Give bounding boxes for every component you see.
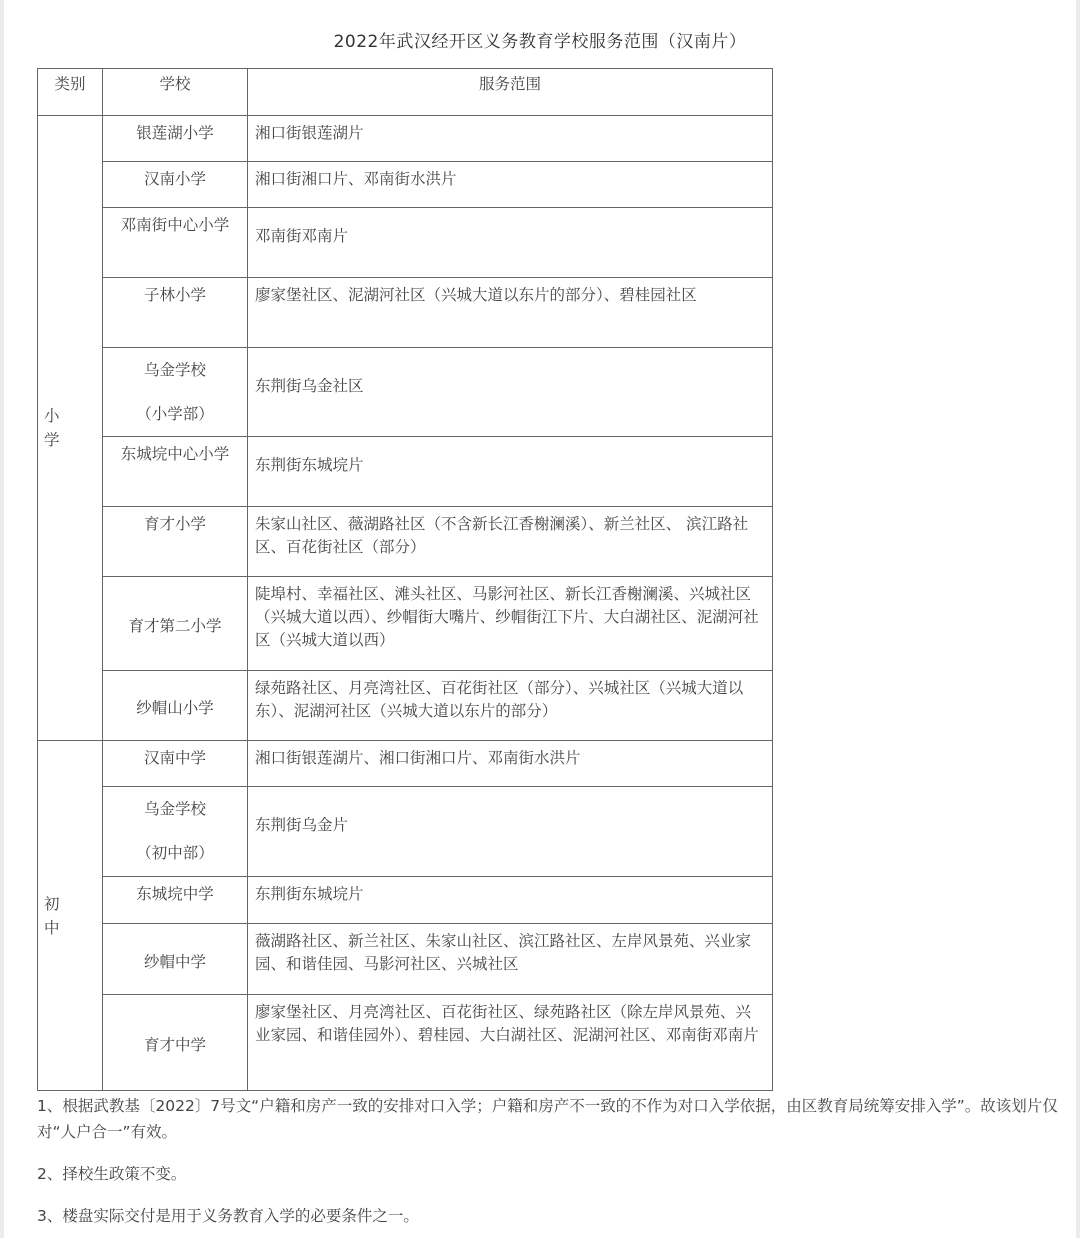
service-area: 湘口街湘口片、邓南街水洪片 [248, 162, 773, 208]
table-header-row [38, 69, 773, 116]
notes-section [37, 1093, 1077, 1229]
table-row [38, 924, 773, 995]
header-school: 学校 [103, 69, 248, 116]
table-row [38, 995, 773, 1091]
service-area: 绿苑路社区、月亮湾社区、百花街社区（部分）、兴城社区（兴城大道以东）、泥湖河社区（兴城大道以东片的部分） [248, 671, 773, 741]
school-name: 纱帽中学 [103, 924, 248, 995]
table-row [38, 116, 773, 162]
service-area: 东荆街乌金片 [248, 787, 773, 877]
school-name: 育才第二小学 [103, 577, 248, 671]
school-name: 育才中学 [103, 995, 248, 1091]
service-area: 廖家堡社区、月亮湾社区、百花街社区、绿苑路社区（除左岸风景苑、兴业家园、和谐佳园外）、碧桂园、大白湖社区、泥湖河社区、邓南街邓南片 [248, 995, 773, 1091]
service-area: 朱家山社区、薇湖路社区（不含新长江香榭澜溪）、新兰社区、 滨江路社区、百花街社区（部分） [248, 507, 773, 577]
school-name: 纱帽山小学 [103, 671, 248, 741]
table-row [38, 741, 773, 787]
note-3: 3、楼盘实际交付是用于义务教育入学的必要条件之一。 [37, 1207, 419, 1225]
school-name: 子林小学 [103, 278, 248, 348]
note-1: 1、根据武教基〔2022〕7号文“户籍和房产一致的安排对口入学；户籍和房产不一致的不作为对口入学依据，由区教育局统筹安排入学”。故该划片仅对“人户合一”有效。 [37, 1097, 1058, 1141]
table-row [38, 278, 773, 348]
service-area: 陡埠村、幸福社区、滩头社区、马影河社区、新长江香榭澜溪、兴城社区（兴城大道以西）、纱帽街大嘴片、纱帽街江下片、大白湖社区、泥湖河社区（兴城大道以西） [248, 577, 773, 671]
service-area: 东荆街东城垸片 [248, 877, 773, 924]
service-area-table [37, 68, 773, 1091]
table-row [38, 162, 773, 208]
table-row [38, 577, 773, 671]
school-name: 东城垸中学 [103, 877, 248, 924]
left-page-edge [0, 0, 4, 1238]
table-row [38, 671, 773, 741]
table-row [38, 787, 773, 877]
header-category: 类别 [38, 69, 103, 116]
note-2: 2、择校生政策不变。 [37, 1165, 187, 1183]
service-area: 湘口街银莲湖片、湘口街湘口片、邓南街水洪片 [248, 741, 773, 787]
table-row [38, 437, 773, 507]
school-name: 乌金学校 （小学部） [103, 348, 248, 437]
school-name: 乌金学校 （初中部） [103, 787, 248, 877]
service-area: 邓南街邓南片 [248, 208, 773, 278]
right-page-edge [1076, 0, 1080, 1238]
service-area: 湘口街银莲湖片 [248, 116, 773, 162]
service-area: 东荆街东城垸片 [248, 437, 773, 507]
page-title: 2022年武汉经开区义务教育学校服务范围（汉南片） [333, 32, 747, 52]
school-name: 育才小学 [103, 507, 248, 577]
school-name: 银莲湖小学 [103, 116, 248, 162]
service-area: 东荆街乌金社区 [248, 348, 773, 437]
table-row [38, 348, 773, 437]
table-row [38, 507, 773, 577]
category-primary: 小 学 [38, 116, 103, 741]
service-area: 廖家堡社区、泥湖河社区（兴城大道以东片的部分）、碧桂园社区 [248, 278, 773, 348]
school-name: 汉南小学 [103, 162, 248, 208]
table-row [38, 877, 773, 924]
service-area: 薇湖路社区、新兰社区、朱家山社区、滨江路社区、左岸风景苑、兴业家园、和谐佳园、马影河社区、兴城社区 [248, 924, 773, 995]
school-name: 东城垸中心小学 [103, 437, 248, 507]
table-row [38, 208, 773, 278]
header-service-area: 服务范围 [248, 69, 773, 116]
category-middle: 初 中 [38, 741, 103, 1091]
school-name: 邓南街中心小学 [103, 208, 248, 278]
school-name: 汉南中学 [103, 741, 248, 787]
